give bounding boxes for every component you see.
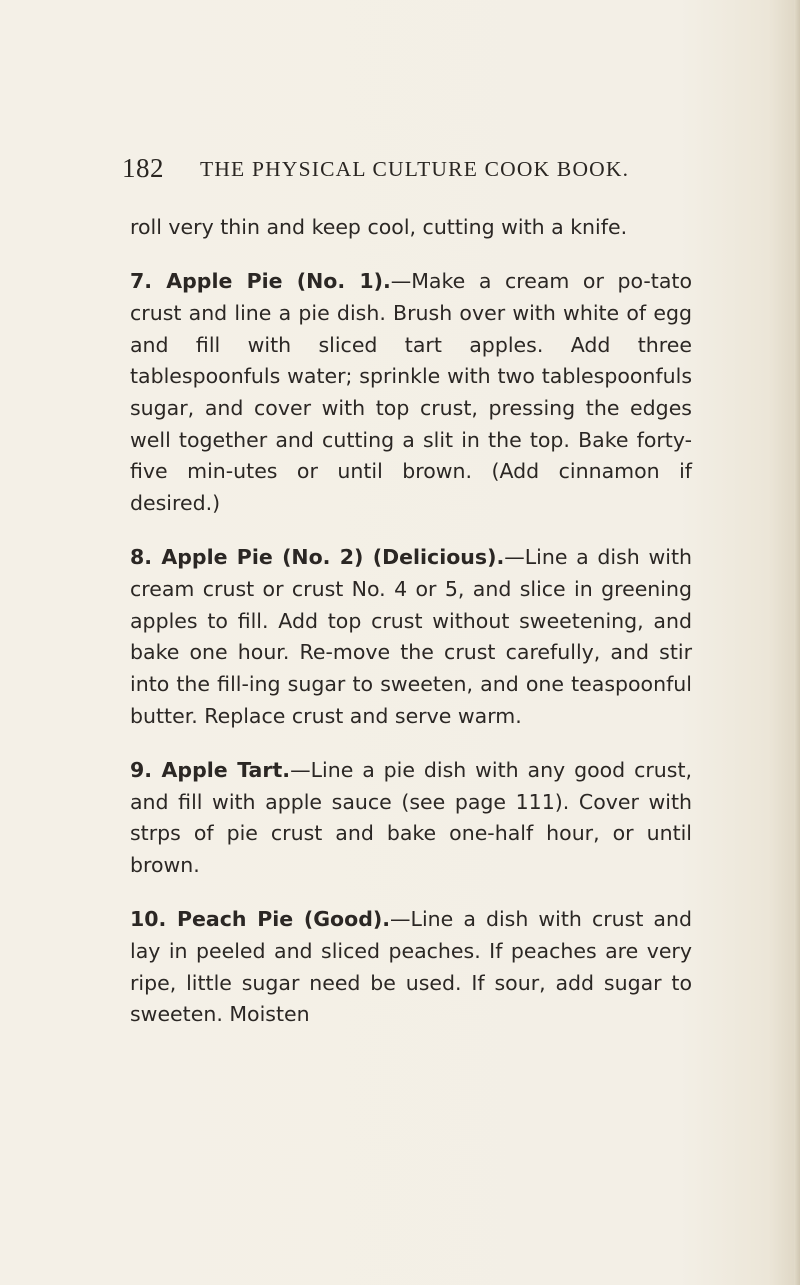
recipe-apple-pie-2: [130, 542, 692, 732]
recipe-title: 9. Apple Tart.: [130, 758, 291, 783]
running-head: THE PHYSICAL CULTURE COOK BOOK.: [200, 157, 630, 181]
recipe-text: —Line a pie dish with any good crust, and fill with apple sauce (see page 111). Cover with strps of pie crust and bake one-half hour, or until brown.: [130, 758, 692, 878]
recipe-title: 7. Apple Pie (No. 1).: [130, 269, 391, 294]
recipe-title: 10. Peach Pie (Good).: [130, 907, 391, 932]
recipe-text: —Line a dish with crust and lay in peeled and sliced peaches. If peaches are very ripe, little sugar need be used. If sour, add sugar to sweeten. Moisten: [130, 907, 692, 1027]
recipe-text: —Line a dish with cream crust or crust No. 4 or 5, and slice in greening apples to fill. Add top crust without sweetening, and bake one hour. Re-move the crust carefully, and stir into the fill-ing sugar to sweeten, and one teaspoonful butter. Replace crust and serve warm.: [130, 545, 692, 728]
recipe-apple-pie-1: [130, 266, 692, 520]
recipe-apple-tart: [130, 755, 692, 882]
recipe-title: 8. Apple Pie (No. 2) (Delicious).: [130, 545, 505, 570]
paragraph-text: roll very thin and keep cool, cutting with a knife.: [130, 215, 628, 239]
page-number: 182: [122, 153, 164, 183]
recipe-text: —Make a cream or po-tato crust and line a pie dish. Brush over with white of egg and fill with sliced tart apples. Add three tablespoonfuls water; sprinkle with two tablespoonfuls sugar, and cover with top crust, pressing the edges well together and cutting a slit in the top. Bake forty-five min-utes or until brown. (Add cinnamon if desired.): [130, 269, 692, 516]
page-body: [130, 212, 692, 1054]
page-edge-shadow: [794, 0, 800, 1285]
paragraph-continuation: [130, 212, 692, 244]
page-header: [122, 150, 642, 190]
recipe-peach-pie: [130, 904, 692, 1031]
